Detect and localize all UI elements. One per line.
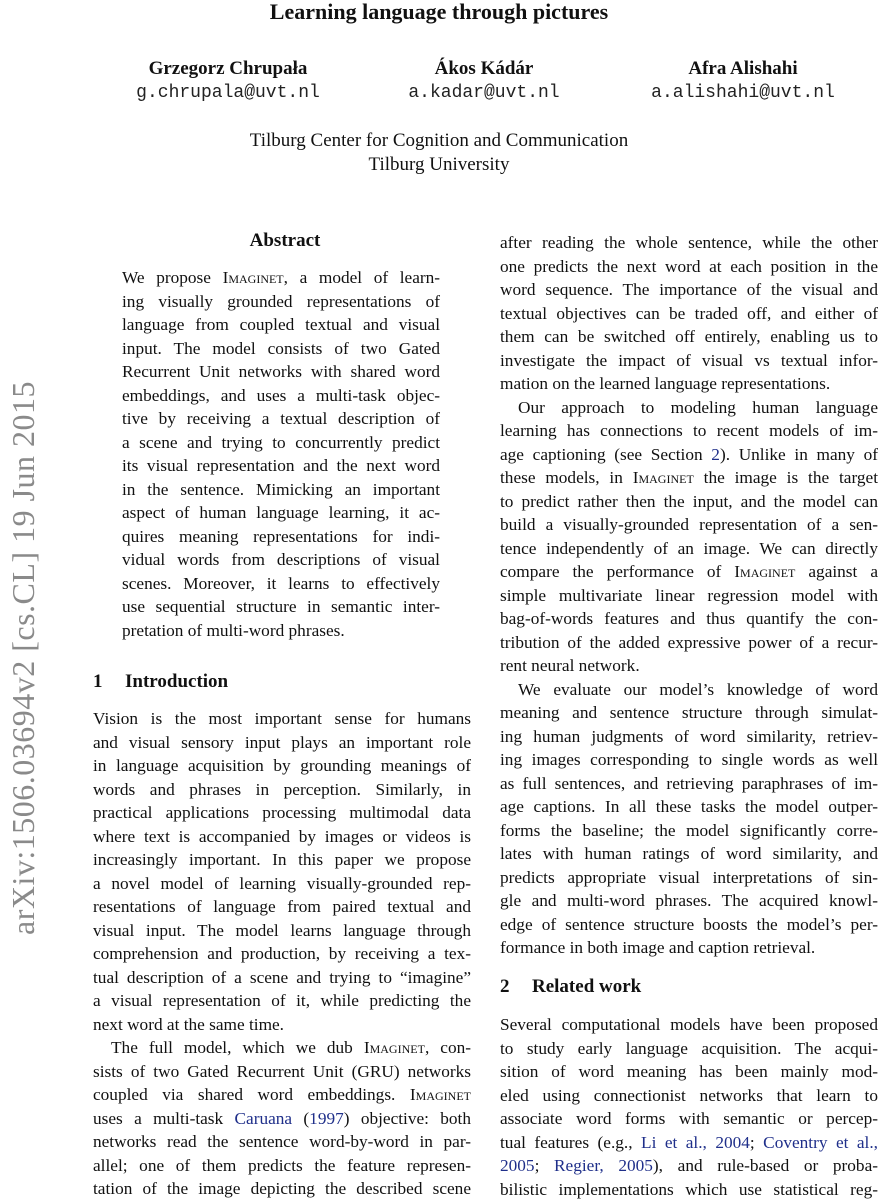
text-line: use sequential structure in semantic inter- <box>122 595 440 619</box>
section-number: 2 <box>500 975 532 999</box>
author-2 <box>384 57 584 105</box>
text-line: investigate the impact of visual vs textual infor- <box>500 349 878 373</box>
text-line: sition of word meaning has been mainly mod- <box>500 1060 878 1084</box>
author-3 <box>630 57 856 105</box>
citation-link[interactable]: Coventry et al., <box>763 1133 878 1152</box>
text-line: to study early language acquisition. The acqui- <box>500 1037 878 1061</box>
text-line: sists of two Gated Recurrent Unit (GRU) networks <box>93 1060 471 1084</box>
text-line: as full sentences, and retrieving paraphrases of im- <box>500 772 878 796</box>
text-line: Vision is the most important sense for humans <box>93 707 471 731</box>
author-email[interactable]: a.alishahi@uvt.nl <box>630 81 856 105</box>
text-line: simple multivariate linear regression model with <box>500 584 878 608</box>
text-line: age captioning (see Section 2). Unlike in many of <box>500 443 878 467</box>
text-line: bilistic implementations which use statistical reg- <box>500 1178 878 1201</box>
text-line: vidual words from descriptions of visual <box>122 548 440 572</box>
text-line: formance in both image and caption retrieval. <box>500 936 878 960</box>
text-line: and visual sensory input plays an important role <box>93 731 471 755</box>
affiliation-line: Tilburg University <box>0 153 878 177</box>
abstract-heading: Abstract <box>90 230 480 252</box>
affiliation-line: Tilburg Center for Cognition and Communication <box>0 129 878 153</box>
text-line: tive by receiving a textual description of <box>122 407 440 431</box>
text-line: We evaluate our model’s knowledge of word <box>500 678 878 702</box>
text-line: ing visually grounded representations of <box>122 290 440 314</box>
text-line: ing human judgments of word similarity, retriev- <box>500 725 878 749</box>
paper-title: Learning language through pictures <box>0 0 878 24</box>
model-name: Imaginet <box>734 562 795 581</box>
author-email[interactable]: a.kadar@uvt.nl <box>384 81 584 105</box>
text-line: lates with human ratings of word similarity, and <box>500 842 878 866</box>
text-line: tribution of the added expressive power of a recur- <box>500 631 878 655</box>
text-line: networks read the sentence word-by-word in par- <box>93 1130 471 1154</box>
text-line: in language acquisition by grounding meanings of <box>93 754 471 778</box>
text-line: aspect of human language learning, it ac- <box>122 501 440 525</box>
text-line: quires meaning representations for indi- <box>122 525 440 549</box>
citation-link[interactable]: 2005 <box>500 1156 535 1175</box>
text-line: its visual representation and the next word <box>122 454 440 478</box>
citation-link[interactable]: 1997 <box>309 1109 344 1128</box>
text-line: age captions. In all these tasks the model outper- <box>500 795 878 819</box>
author-email[interactable]: g.chrupala@uvt.nl <box>128 81 328 105</box>
abstract-body <box>122 266 440 642</box>
citation-link[interactable]: Caruana <box>235 1109 293 1128</box>
text-line: input. The model consists of two Gated <box>122 337 440 361</box>
text-line: a novel model of learning visually-grounded rep- <box>93 872 471 896</box>
text-line: practical applications processing multimodal data <box>93 801 471 825</box>
text-line: pretation of multi-word phrases. <box>122 619 440 643</box>
text-line: language from coupled textual and visual <box>122 313 440 337</box>
text-line: tation of the image depicting the described scene <box>93 1177 471 1201</box>
citation-link[interactable]: Regier, 2005 <box>554 1156 653 1175</box>
text-line: word sequence. The importance of the visual and <box>500 278 878 302</box>
text-line: We propose Imaginet, a model of learn- <box>122 266 440 290</box>
introduction-right-column <box>500 231 878 960</box>
affiliation <box>0 129 878 177</box>
text-line: meaning and sentence structure through simulat- <box>500 701 878 725</box>
citation-link[interactable]: Li et al., 2004 <box>641 1133 750 1152</box>
text-line: associate word forms with semantic or percep- <box>500 1107 878 1131</box>
author-name: Grzegorz Chrupała <box>128 57 328 81</box>
text-line: coupled via shared word embeddings. Imaginet <box>93 1083 471 1107</box>
text-line: 2005; Regier, 2005), and rule-based or proba- <box>500 1154 878 1178</box>
text-line: where text is accompanied by images or videos is <box>93 825 471 849</box>
text-line: Our approach to modeling human language <box>500 396 878 420</box>
text-line: tual features (e.g., Li et al., 2004; Coventry et al., <box>500 1131 878 1155</box>
text-line: tence independently of an image. We can directly <box>500 537 878 561</box>
text-line: one predicts the next word at each position in the <box>500 255 878 279</box>
text-line: embeddings, and uses a multi-task objec- <box>122 384 440 408</box>
text-line: visual input. The model learns language through <box>93 919 471 943</box>
text-line: Recurrent Unit networks with shared word <box>122 360 440 384</box>
text-line: allel; one of them predicts the feature represen- <box>93 1154 471 1178</box>
section-number: 1 <box>93 670 125 694</box>
text-line: in the sentence. Mimicking an important <box>122 478 440 502</box>
text-line: words and phrases in perception. Similarly, in <box>93 778 471 802</box>
text-line: scenes. Moreover, it learns to effectively <box>122 572 440 596</box>
text-line: increasingly important. In this paper we propose <box>93 848 471 872</box>
section-title: Introduction <box>125 671 228 692</box>
text-line: uses a multi-task Caruana (1997) objective: both <box>93 1107 471 1131</box>
text-line: them can be switched off entirely, enabling us to <box>500 325 878 349</box>
text-line: these models, in Imaginet the image is the target <box>500 466 878 490</box>
text-line: a scene and trying to concurrently predict <box>122 431 440 455</box>
model-name: Imaginet <box>364 1038 425 1057</box>
text-line: mation on the learned language representations. <box>500 372 878 396</box>
text-line: forms the baseline; the model significantly corre- <box>500 819 878 843</box>
text-line: resentations of language from paired textual and <box>93 895 471 919</box>
model-name: Imaginet <box>223 268 284 287</box>
section-heading-related-work <box>500 975 641 999</box>
model-name: Imaginet <box>410 1085 471 1104</box>
text-line: comprehension and production, by receiving a tex- <box>93 942 471 966</box>
text-line: The full model, which we dub Imaginet, con- <box>93 1036 471 1060</box>
introduction-left-column <box>93 707 471 1201</box>
section-ref-link[interactable]: 2 <box>711 445 720 464</box>
text-line: next word at the same time. <box>93 1013 471 1037</box>
author-name: Ákos Kádár <box>384 57 584 81</box>
text-line: learning has connections to recent models of im- <box>500 419 878 443</box>
text-line: build a visually-grounded representation of a sen- <box>500 513 878 537</box>
text-line: to predict rather then the input, and the model can <box>500 490 878 514</box>
text-line: gle and multi-word phrases. The acquired knowl- <box>500 889 878 913</box>
author-name: Afra Alishahi <box>630 57 856 81</box>
section-heading-introduction <box>93 670 228 694</box>
text-line: after reading the whole sentence, while the other <box>500 231 878 255</box>
arxiv-stamp: arXiv:1506.03694v2 [cs.CL] 19 Jun 2015 <box>6 381 40 935</box>
text-line: predicts appropriate visual interpretations of sin- <box>500 866 878 890</box>
text-line: eled using connectionist networks that learn to <box>500 1084 878 1108</box>
model-name: Imaginet <box>633 468 694 487</box>
text-line: textual objectives can be traded off, and either of <box>500 302 878 326</box>
text-line: a visual representation of it, while predicting the <box>93 989 471 1013</box>
text-line: rent neural network. <box>500 654 878 678</box>
text-line: bag-of-words features and thus quantify the con- <box>500 607 878 631</box>
text-line: Several computational models have been proposed <box>500 1013 878 1037</box>
author-1 <box>128 57 328 105</box>
text-line: ing images corresponding to single words as well <box>500 748 878 772</box>
section-title: Related work <box>532 976 641 997</box>
related-work-body <box>500 1013 878 1201</box>
text-line: edge of sentence structure boosts the model’s per- <box>500 913 878 937</box>
text-line: compare the performance of Imaginet against a <box>500 560 878 584</box>
text-line: tual description of a scene and trying to “imagine” <box>93 966 471 990</box>
